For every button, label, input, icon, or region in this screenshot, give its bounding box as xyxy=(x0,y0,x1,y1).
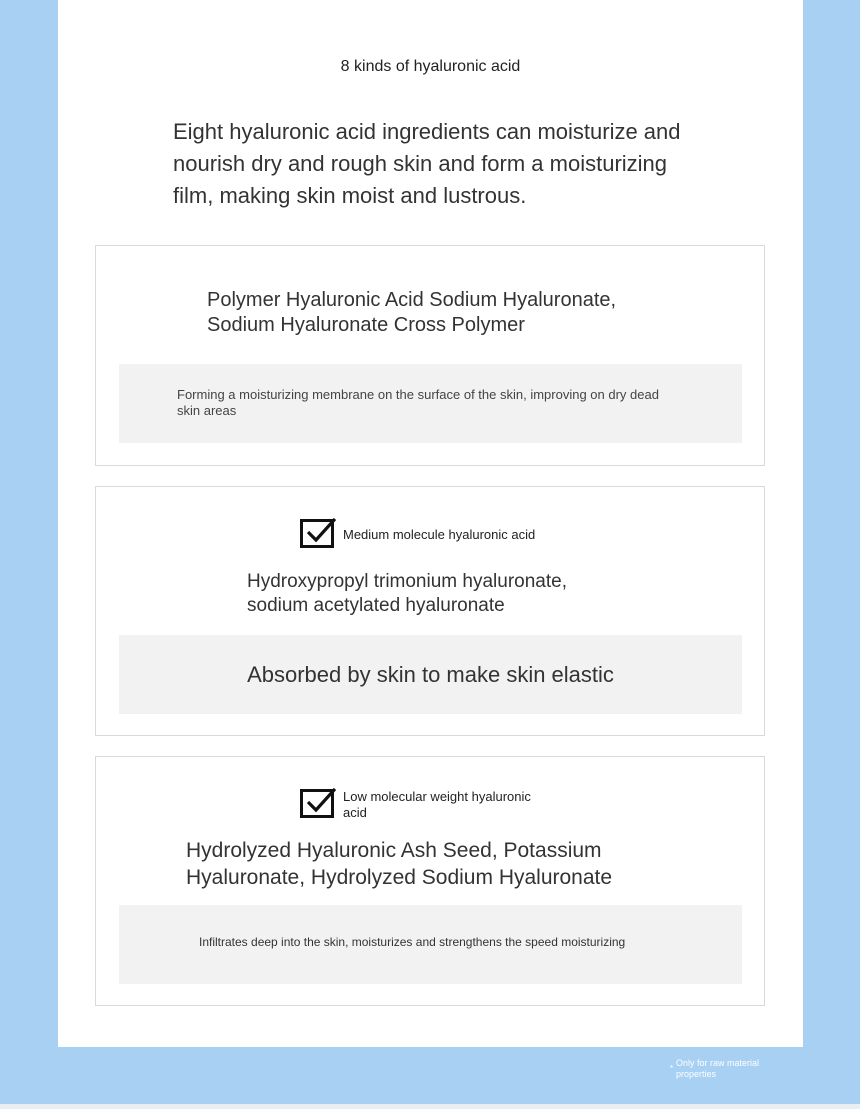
description-box xyxy=(119,364,742,443)
footnote-asterisk: * xyxy=(670,1064,674,1073)
card-title: Polymer Hyaluronic Acid Sodium Hyaluronate, Sodium Hyaluronate Cross Polymer xyxy=(207,289,617,336)
card-description: Infiltrates deep into the skin, moisturizes and strengthens the speed moisturizing xyxy=(199,935,626,949)
card-description: Forming a moisturizing membrane on the surface of the skin, improving on dry dead skin areas xyxy=(177,387,659,418)
content-panel xyxy=(58,0,803,1047)
card-description: Absorbed by skin to make skin elastic xyxy=(247,662,614,687)
ingredient-card-medium xyxy=(95,486,765,736)
checkbox-checked-icon xyxy=(300,517,336,549)
card-title: Hydrolyzed Hyaluronic Ash Seed, Potassium Hyaluronate, Hydrolyzed Sodium Hyaluronate xyxy=(186,839,613,889)
bottom-divider xyxy=(0,1104,860,1109)
checkbox-checked-icon xyxy=(300,787,336,819)
section-lead-text: Eight hyaluronic acid ingredients can moisturize and nourish dry and rough skin and form a moisturizing film, making skin moist and lustrous. xyxy=(173,119,681,208)
ingredient-card-low xyxy=(95,756,765,1006)
ingredient-card-polymer xyxy=(95,245,765,466)
molecule-label: Medium molecule hyaluronic acid xyxy=(343,527,536,542)
card-title: Hydroxypropyl trimonium hyaluronate, sodium acetylated hyaluronate xyxy=(247,571,567,616)
section-subtitle: 8 kinds of hyaluronic acid xyxy=(340,58,521,75)
molecule-label: Low molecular weight hyaluronic acid xyxy=(343,789,531,820)
footnote-text: Only for raw material properties xyxy=(676,1058,760,1079)
description-box xyxy=(119,905,742,984)
description-box xyxy=(119,635,742,714)
